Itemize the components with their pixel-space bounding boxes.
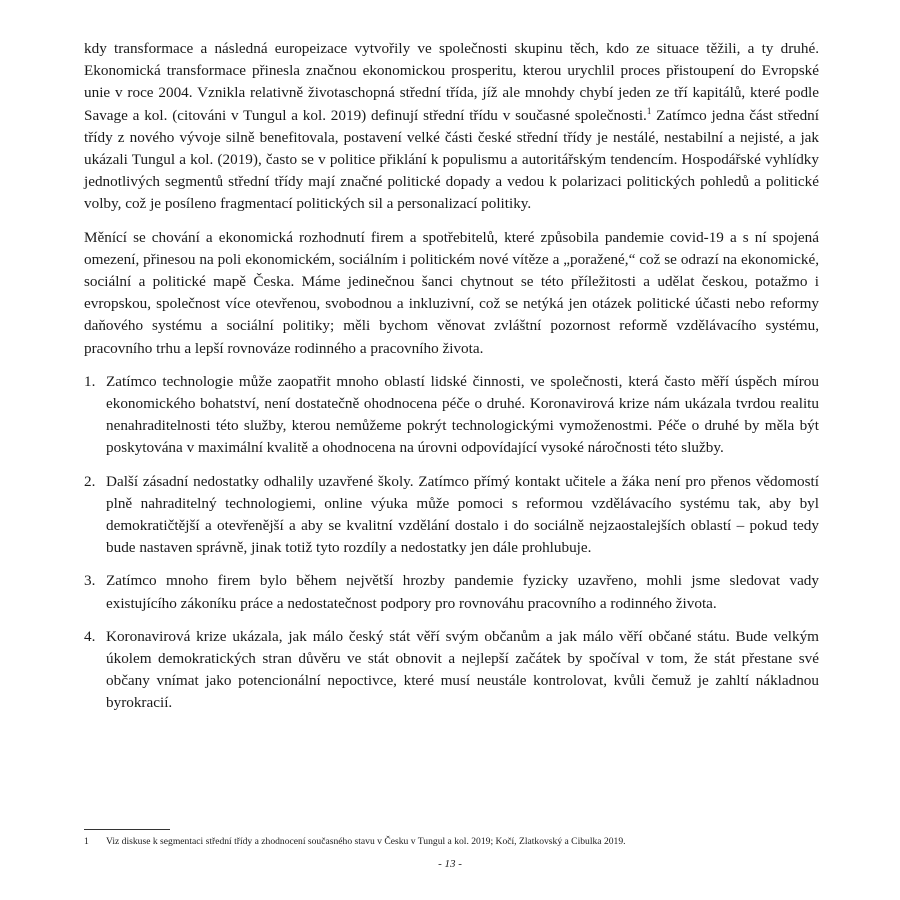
list-item xyxy=(84,371,819,460)
list-item-number: 2. xyxy=(84,472,96,490)
footnote-text: Viz diskuse k segmentaci střední třídy a zhodnocení současného stavu v Česku v Tungul a kol. 2019; Kočí, Zlatkovský a Cibulka 2019. xyxy=(106,836,626,847)
list-item-number: 1. xyxy=(84,372,96,390)
list-item-number: 3. xyxy=(84,572,96,590)
paragraph-text: kdy transformace a následná europeizace vytvořily ve společnosti skupinu těch, kdo ze situace těžili, a ty druhé. Ekonomická transformace přinesla značnou ekonomickou prosperitu, kterou urychlil proces přistoupení do Evropské unie v roce 2004. Vznikla relativně životaschopná střední třída, jíž ale mnohdy chybí jeden ze tří kapitálů, které podle Savage a kol. (citováni v Tungul a kol. 2019) definují střední třídu v současné společnosti. xyxy=(84,40,819,124)
list-item-text: Další zásadní nedostatky odhalily uzavřené školy. Zatímco přímý kontakt učitele a žáka není pro přenos vědomostí plně nahraditelný technologiemi, online výuka může pomoci s reformou vzdělávacího systému tak, aby byl demokratičtější a otevřenější a aby se kvalitní vzdělání dostalo i do sociálně nejzaostalejších oblastí – pokud tedy bude nastaven správně, jinak totiž tyto rozdíly a nedostatky jen dále prohlubuje. xyxy=(106,472,819,557)
footnote xyxy=(84,836,819,848)
footnote-separator xyxy=(84,829,170,830)
list-item-text: Koronavirová krize ukázala, jak málo český stát věří svým občanům a jak málo věří občané státu. Bude velkým úkolem demokratických stran důvěru ve stát obnovit a nejlepší začátek by spočíval v tom, že stát přestane své občany vnímat jako potencionální nepoctivce, které musí neustále kontrolovat, kvůli čemuž je zahltí nákladnou byrokracií. xyxy=(106,627,819,712)
footnote-number: 1 xyxy=(84,836,89,847)
paragraph-text: Zatímco jedna část střední třídy z nového vývoje silně benefitovala, postavení velké části české střední třídy je nestálé, nestabilní a nejisté, a jak ukázali Tungul a kol. (2019), často se v politice přiklání k populismu a autoritářským tendencím. Hospodářské vyhlídky jednotlivých segmentů střední třídy mají značné politické dopady a vedou k polarizaci politických pohledů a politické volby, což je posíleno fragmentací politických sil a personalizací politiky. xyxy=(84,106,819,213)
list-item xyxy=(84,471,819,560)
numbered-list xyxy=(84,371,819,715)
list-item-number: 4. xyxy=(84,627,96,645)
footnote-reference[interactable]: 1 xyxy=(646,105,652,116)
list-item-text: Zatímco mnoho firem bylo během největší hrozby pandemie fyzicky uzavřeno, mohli jsme sledovat vady existujícího zákoníku práce a nedostatečnost podpory pro rovnováhu pracovního a rodinného života. xyxy=(106,572,819,612)
paragraph-middle-class xyxy=(84,38,819,216)
page-number: - 13 - xyxy=(438,858,462,870)
list-item-text: Zatímco technologie může zaopatřit mnoho oblastí lidské činnosti, ve společnosti, která často měří úspěch mírou ekonomického bohatství, není dostatečně ohodnocena péče o druhé. Koronavirová krize nám ukázala tvrdou realitu nenahraditelnosti této služby, kterou nemůžeme pokrýt technologickými vymoženostmi. Péče o druhé by měla být poskytována v maximální kvalitě a ohodnocena na úrovni odpovídající vysoké náročnosti této služby. xyxy=(106,372,819,457)
document-page xyxy=(84,38,819,726)
list-item xyxy=(84,570,819,614)
list-item xyxy=(84,626,819,715)
paragraph-pandemic-change: Měnící se chování a ekonomická rozhodnutí firem a spotřebitelů, které způsobila pandemie covid-19 a s ní spojená omezení, přinesou na poli ekonomickém, sociálním i politickém nové vítěze a „poražené,“ což se odrazí na ekonomické, sociální a politické mapě Česka. Máme jedinečnou šanci chytnout se této příležitosti a udělat českou, potažmo i evropskou, společnost více otevřenou, svobodnou a inkluzivní, což se netýká jen otázek politické účasti nebo reformy daňového systému a sociální politiky; měli bychom věnovat zvláštní pozornost reformě vzdělávacího systému, pracovního trhu a lepší rovnováze rodinného a pracovního života. xyxy=(84,228,819,357)
